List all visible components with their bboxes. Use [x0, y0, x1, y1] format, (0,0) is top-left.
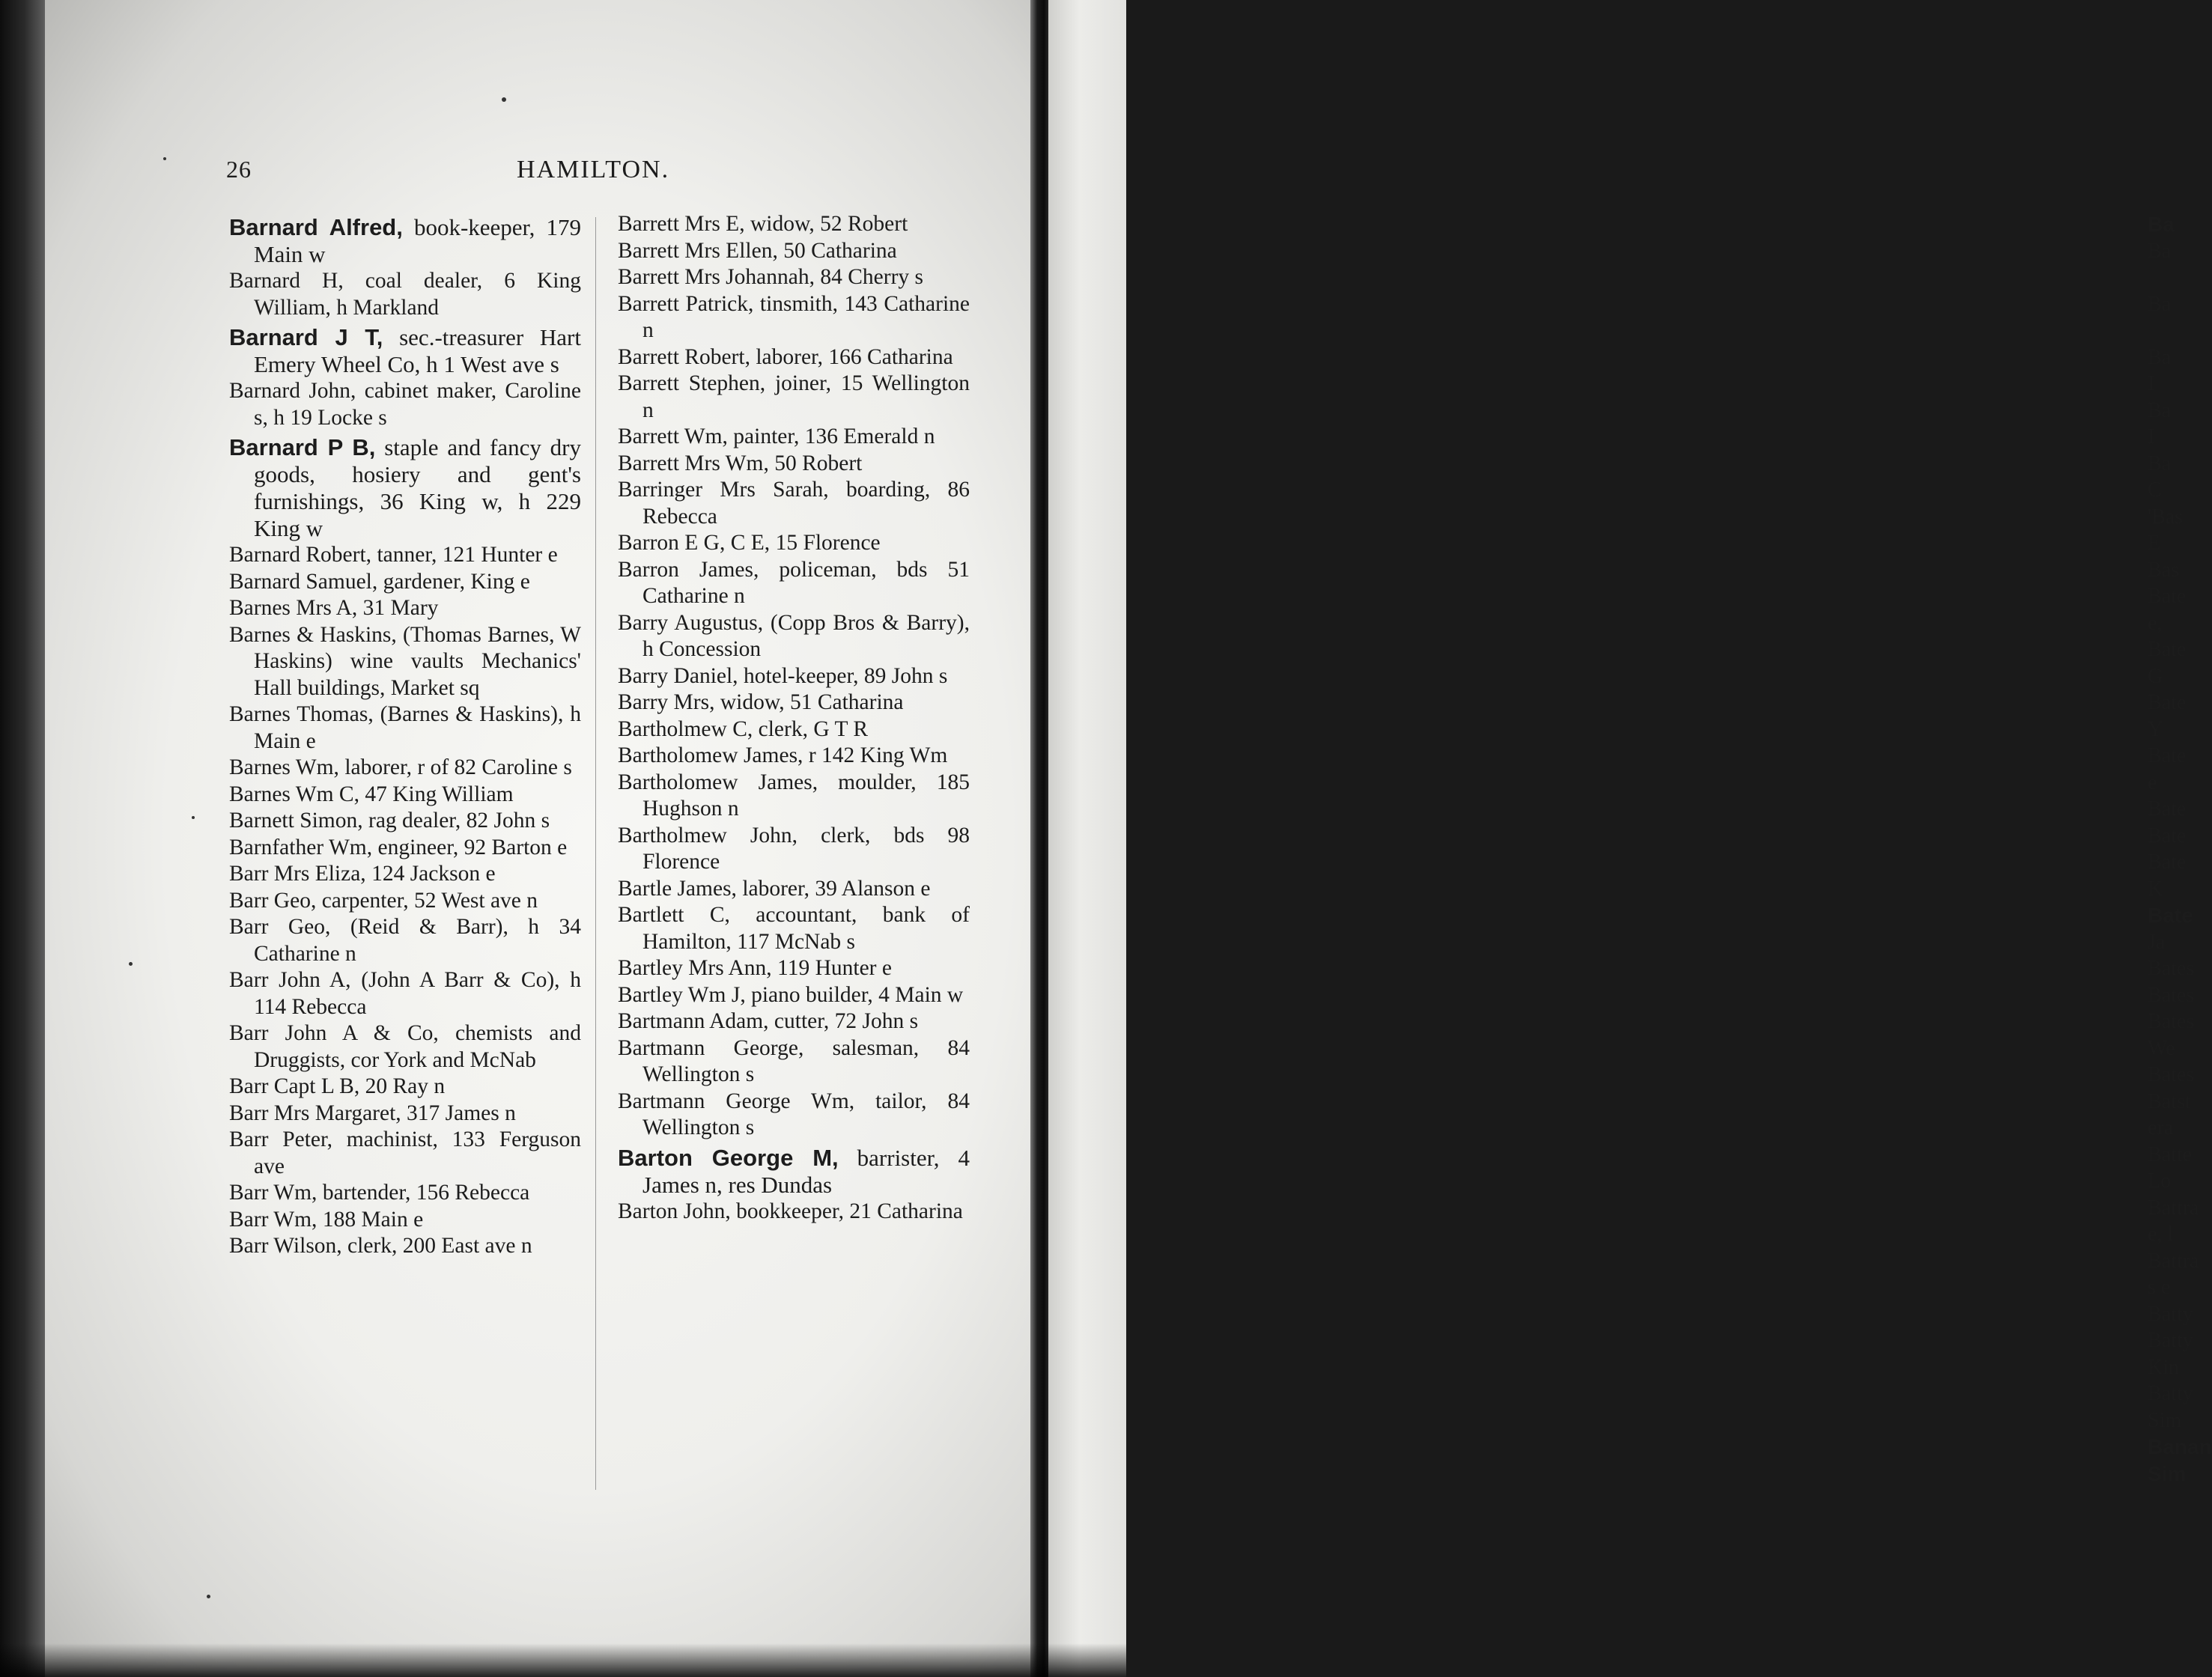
- entry-name: Barrett Wm,: [618, 424, 728, 448]
- print-speck: [163, 157, 166, 160]
- directory-entry: [618, 291, 970, 344]
- page-gutter: [1030, 0, 1050, 1677]
- directory-entry: [618, 530, 970, 557]
- next-page-fragment: Y: [2148, 717, 2163, 741]
- next-page-fragment: Bates: [2148, 957, 2195, 980]
- next-page-fragment: Bate: [2148, 797, 2187, 821]
- directory-entry: [229, 1207, 581, 1234]
- entry-name: Barnfather Wm,: [229, 835, 373, 859]
- directory-entry: [229, 701, 581, 755]
- directory-entry: [618, 371, 970, 424]
- next-page-fragment: Bate: [2148, 904, 2193, 927]
- next-page-fragment: Bates: [2148, 1063, 2195, 1086]
- next-page-fragment: I: [2148, 372, 2155, 395]
- entry-name: Barnes & Haskins,: [229, 622, 397, 647]
- next-page-fragment: era: [2148, 1116, 2174, 1139]
- directory-entry: [618, 1145, 970, 1199]
- entry-details: policeman, bds 51 Catharine n: [642, 557, 970, 608]
- next-page-fragment: Kin: [2148, 1355, 2179, 1379]
- entry-name: Bartholomew James,: [618, 743, 803, 767]
- next-page-fragment: Banan: [2148, 1435, 2212, 1458]
- entry-name: Bartlett C,: [618, 903, 730, 927]
- next-page-fragment: K: [2148, 877, 2163, 901]
- directory-entry: [229, 1233, 581, 1260]
- entry-name: Barrett Robert,: [618, 344, 750, 369]
- entry-name: Barron James,: [618, 557, 759, 582]
- entry-details: 20 Ray n: [359, 1074, 446, 1098]
- entry-details: accountant, bank of Hamilton, 117 McNab s: [642, 903, 970, 954]
- entry-name: Barnett Simon,: [229, 809, 363, 833]
- entry-name: Barnes Mrs A,: [229, 596, 358, 620]
- entry-name: Barnard Robert,: [229, 543, 372, 567]
- next-page-fragment: Bate: [2148, 824, 2187, 847]
- entry-name: Barnes Wm,: [229, 755, 339, 779]
- directory-entry: [618, 451, 970, 478]
- entry-details: widow, 52 Robert: [744, 212, 908, 236]
- entry-details: rag dealer, 82 John s: [362, 809, 550, 833]
- entry-name: Barnard Samuel,: [229, 569, 378, 594]
- entry-name: Barrett Patrick,: [618, 291, 754, 316]
- entry-details: boarding, 86 Rebecca: [642, 478, 970, 529]
- directory-entry: [229, 622, 581, 702]
- directory-entry: [618, 238, 970, 265]
- entry-details: cabinet maker, Caroline s, h 19 Locke s: [254, 379, 581, 430]
- entry-details: 84 Cherry s: [814, 265, 924, 289]
- entry-details: clerk, bds 98 Florence: [642, 823, 970, 874]
- directory-entry: [229, 214, 581, 268]
- entry-details: tailor, 84 Wellington s: [642, 1089, 970, 1139]
- entry-details: coal dealer, 6 King William, h Markland: [254, 269, 581, 320]
- next-page-fragment: Ba: [2148, 398, 2172, 422]
- next-page-fragment: Bate: [2148, 850, 2187, 874]
- next-page-fragment: s e: [2148, 1276, 2171, 1299]
- entry-details: cutter, 72 John s: [768, 1009, 919, 1033]
- directory-entry: [229, 569, 581, 596]
- entry-name: Barr Capt L B,: [229, 1074, 360, 1098]
- entry-name: Bartmann George Wm,: [618, 1089, 855, 1113]
- next-page-fragment: [2148, 264, 2193, 291]
- right-column: [618, 211, 970, 1225]
- directory-entry: [618, 770, 970, 823]
- directory-entry: [618, 344, 970, 371]
- entry-details: 31 Mary: [357, 596, 439, 620]
- directory-entry: [618, 743, 970, 770]
- entry-details: bartender, 156 Rebecca: [317, 1181, 530, 1205]
- directory-entry: [229, 914, 581, 967]
- next-page-fragment: We: [2148, 1036, 2175, 1060]
- entry-details: 317 James n: [401, 1101, 516, 1125]
- entry-details: (Copp Bros & Barry), h Concession: [642, 610, 970, 661]
- entry-details: tanner, 121 Hunter e: [371, 543, 558, 567]
- entry-details: (Barnes & Haskins), h Main e: [254, 702, 581, 753]
- entry-name: Barrett Mrs Johannah,: [618, 265, 815, 289]
- entry-name: Barnard John,: [229, 379, 356, 403]
- directory-entry: [618, 1035, 970, 1089]
- entry-details: widow, 51 Catharina: [714, 690, 904, 714]
- next-page-fragment: Bate: [2148, 691, 2187, 714]
- directory-entry: [229, 324, 581, 378]
- next-page-fragment: Batte: [2148, 1142, 2193, 1166]
- bottom-shadow: [0, 1643, 1126, 1677]
- entry-details: laborer, r of 82 Caroline s: [338, 755, 572, 779]
- entry-details: chemists and Druggists, cor York and McNab: [254, 1021, 581, 1072]
- entry-name: Barr Peter,: [229, 1127, 333, 1151]
- entry-details: (John A Barr & Co), h 114 Rebecca: [254, 968, 581, 1019]
- next-page-fragment: Ba: [2148, 451, 2172, 475]
- directory-entry: [229, 1127, 581, 1180]
- directory-entry: [618, 690, 970, 716]
- print-speck: [502, 97, 506, 102]
- entry-name: Bartley Mrs Ann,: [618, 956, 772, 980]
- entry-details: painter, 136 Emerald n: [727, 424, 935, 448]
- directory-entry: [618, 876, 970, 903]
- entry-name: Barr Wm,: [229, 1181, 317, 1205]
- next-page-fragment: Lo: [2148, 1169, 2172, 1193]
- entry-details: 124 Jackson e: [365, 862, 496, 886]
- next-page-fragment: Bas: [2148, 558, 2179, 582]
- entry-name: Barr Geo,: [229, 915, 331, 939]
- entry-name: Bartholomew James,: [618, 770, 818, 794]
- directory-entry: [618, 982, 970, 1009]
- directory-entry: [229, 1020, 581, 1074]
- entry-name: Barron E G, C E,: [618, 531, 771, 555]
- entry-details: 50 Robert: [768, 451, 863, 475]
- next-page-edge: [1048, 0, 2212, 1677]
- directory-entry: [618, 264, 970, 291]
- entry-name: Barr Geo,: [229, 888, 317, 913]
- entry-details: carpenter, 52 West ave n: [316, 888, 538, 913]
- left-column: [229, 211, 581, 1260]
- entry-name: Bartholmew John,: [618, 823, 797, 847]
- directory-entry: [618, 211, 970, 238]
- next-page-fragment: Ba: [2148, 239, 2172, 263]
- entry-name: Barringer Mrs Sarah,: [618, 478, 829, 502]
- entry-details: tinsmith, 143 Catharine n: [642, 291, 970, 342]
- entry-details: clerk, 200 East ave n: [341, 1234, 532, 1258]
- directory-entry: [618, 424, 970, 451]
- entry-details: joiner, 15 Wellington n: [642, 371, 970, 422]
- next-page-fragment: 'Bas: [2148, 505, 2184, 529]
- directory-entry: [229, 861, 581, 888]
- entry-details: engineer, 92 Barton e: [372, 835, 568, 859]
- entry-details: bookkeeper, 21 Catharina: [730, 1199, 963, 1223]
- next-page-fragment: Bates: [2148, 983, 2195, 1007]
- directory-entry: [229, 268, 581, 321]
- next-page-fragment: Bates: [2148, 1010, 2195, 1033]
- print-speck: [192, 816, 195, 819]
- entry-name: Barry Mrs,: [618, 690, 715, 714]
- entry-name: Barnard P B,: [229, 434, 376, 460]
- next-page-fragment: Ja: [2148, 930, 2166, 954]
- entry-name: Barrett Mrs E,: [618, 212, 745, 236]
- entry-name: Barr Wilson,: [229, 1234, 342, 1258]
- entry-name: Bartholmew C,: [618, 716, 753, 741]
- next-page-fragment: [2148, 317, 2193, 344]
- entry-name: Bartle James,: [618, 876, 737, 901]
- directory-entry: [618, 1199, 970, 1226]
- directory-entry: [229, 835, 581, 862]
- entry-name: Barnard Alfred,: [229, 214, 403, 240]
- entry-details: salesman, 84 Wellington s: [642, 1035, 970, 1086]
- entry-details: r 142 King Wm: [803, 743, 948, 767]
- directory-entry: [618, 1008, 970, 1035]
- directory-entry: [229, 967, 581, 1020]
- next-page-fragment: Bate: [2148, 585, 2187, 608]
- directory-entry: [618, 1089, 970, 1142]
- entry-name: Barr John A & Co,: [229, 1021, 439, 1045]
- next-page-fragment: Ba: [2148, 345, 2172, 369]
- entry-name: Bartmann Adam,: [618, 1009, 769, 1033]
- entry-details: hotel-keeper, 89 John s: [738, 663, 948, 688]
- next-page-column: [2148, 211, 2212, 1487]
- next-page-fragment: Bate: [2148, 744, 2187, 767]
- directory-entry: [229, 1101, 581, 1127]
- entry-details: (Reid & Barr), h 34 Catharine n: [254, 915, 581, 966]
- next-page-fragment: Sim: [2148, 1461, 2187, 1485]
- entry-name: Barton John,: [618, 1199, 731, 1223]
- entry-name: Barnard J T,: [229, 324, 383, 350]
- next-page-fragment: Battra: [2148, 1249, 2199, 1273]
- next-page-fragment: Batty: [2148, 1382, 2193, 1405]
- directory-entry: [618, 716, 970, 743]
- entry-name: Barry Daniel,: [618, 663, 738, 688]
- page-number: 26: [226, 156, 252, 183]
- next-page-fragment: Sim: [2148, 1408, 2182, 1432]
- entry-name: Barr John A,: [229, 968, 351, 992]
- next-page-fragment: Batty: [2148, 1302, 2193, 1326]
- entry-details: staple and fancy dry goods, hosiery and gent's furnishings, 36 King w, h 229 King w: [254, 434, 582, 541]
- entry-name: Barr Mrs Eliza,: [229, 862, 366, 886]
- entry-details: piano builder, 4 Main w: [745, 982, 964, 1007]
- entry-name: Barnard H,: [229, 269, 344, 293]
- next-page-fragment: Ba: [2148, 213, 2175, 236]
- next-page-fragment: Ba: [2148, 292, 2172, 316]
- entry-name: Barnes Wm C,: [229, 782, 359, 806]
- next-page-fragment: G: [2148, 664, 2163, 688]
- entry-details: laborer, 166 Catharina: [750, 344, 953, 369]
- entry-name: Barr Wm,: [229, 1207, 317, 1232]
- directory-entry: [229, 542, 581, 569]
- directory-entry: [229, 755, 581, 782]
- directory-entry: [229, 378, 581, 431]
- directory-entry: [229, 434, 581, 542]
- directory-entry: [229, 1180, 581, 1207]
- entry-name: Barrett Mrs Wm,: [618, 451, 769, 475]
- next-page-fragment: e, l: [2148, 1223, 2174, 1246]
- directory-entry: [618, 902, 970, 955]
- directory-entry: [618, 955, 970, 982]
- entry-name: Bartmann George,: [618, 1035, 804, 1060]
- directory-entry: [229, 808, 581, 835]
- entry-details: 15 Florence: [770, 531, 881, 555]
- print-speck: [129, 962, 133, 966]
- entry-details: laborer, 39 Alanson e: [736, 876, 931, 901]
- entry-details: gardener, King e: [377, 569, 530, 594]
- entry-details: clerk, G T R: [753, 716, 869, 741]
- next-page-fragment: Batst: [2148, 1089, 2191, 1113]
- entry-details: book-keeper, 179 Main w: [254, 214, 581, 267]
- next-page-fragment: Batty: [2148, 1329, 2193, 1352]
- entry-name: Barrett Mrs Ellen,: [618, 238, 778, 263]
- entry-details: moulder, 185 Hughson n: [642, 770, 970, 821]
- entry-details: (Thomas Barnes, W Haskins) wine vaults Mechanics' Hall buildings, Market sq: [254, 622, 582, 700]
- entry-details: 119 Hunter e: [771, 956, 892, 980]
- directory-entry: [618, 663, 970, 690]
- directory-entry: [618, 557, 970, 610]
- directory-entry: [229, 595, 581, 622]
- page-title: HAMILTON.: [517, 156, 670, 183]
- entry-details: 188 Main e: [317, 1207, 424, 1232]
- entry-name: Barnes Thomas,: [229, 702, 374, 726]
- next-page-fragment: C: [2148, 478, 2162, 502]
- directory-entry: [229, 782, 581, 809]
- directory-entry: [229, 1074, 581, 1101]
- entry-details: 47 King William: [359, 782, 514, 806]
- next-page-fragment: Battra: [2148, 1196, 2199, 1220]
- entry-name: Barr Mrs Margaret,: [229, 1101, 401, 1125]
- next-page-fragment: e,: [2148, 611, 2163, 635]
- entry-details: sec.-treasurer Hart Emery Wheel Co, h 1 West ave s: [254, 324, 581, 377]
- next-page-fragment: E: [2148, 532, 2161, 555]
- directory-entry: [618, 477, 970, 530]
- entry-name: Barry Augustus,: [618, 610, 764, 635]
- next-page-fragment: e: [2148, 770, 2157, 794]
- next-page-fragment: I: [2148, 425, 2155, 448]
- entry-details: machinist, 133 Ferguson ave: [254, 1127, 581, 1178]
- entry-details: 50 Catharina: [777, 238, 897, 263]
- entry-name: Barrett Stephen,: [618, 371, 766, 395]
- column-divider: [595, 217, 596, 1490]
- entry-details: barrister, 4 James n, res Dundas: [642, 1144, 970, 1198]
- directory-entry: [229, 888, 581, 915]
- print-speck: [207, 1595, 210, 1598]
- entry-name: Barton George M,: [618, 1144, 839, 1171]
- directory-entry: [618, 823, 970, 876]
- next-page-fragment: Bate: [2148, 638, 2187, 661]
- entry-name: Bartley Wm J,: [618, 982, 746, 1007]
- directory-entry: [618, 610, 970, 663]
